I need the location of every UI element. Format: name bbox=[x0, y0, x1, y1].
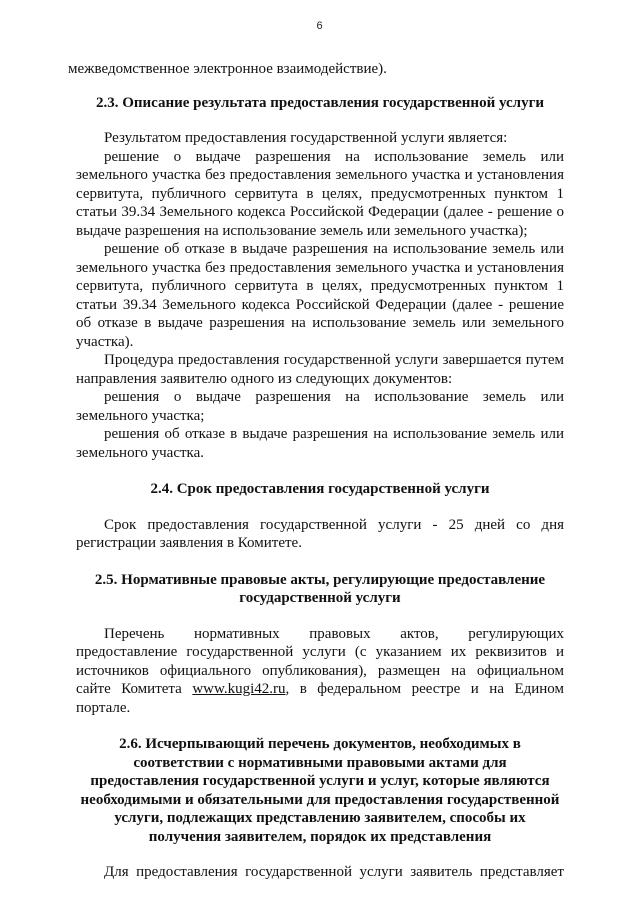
section-2-6-heading-line: предоставления государственной услуги и услуг, которые являются bbox=[90, 773, 550, 789]
kugi-site-link[interactable]: www.kugi42.ru bbox=[192, 681, 286, 697]
section-2-6-heading bbox=[76, 735, 564, 846]
section-2-4-heading: 2.4. Срок предоставления государственной услуги bbox=[150, 481, 490, 497]
section-2-4-paragraph: Срок предоставления государственной услуги - 25 дней со дня регистрации заявления в Комитете. bbox=[76, 516, 564, 551]
section-2-3-paragraph: Процедура предоставления государственной услуги завершается путем направления заявителю одного из следующих документов: bbox=[76, 352, 564, 387]
section-2-6-heading-line: соответствии с нормативными правовыми актами для bbox=[133, 754, 507, 771]
section-2-3-paragraph: Результатом предоставления государственной услуги является: bbox=[104, 130, 508, 146]
section-2-3-heading: 2.3. Описание результата предоставления государственной услуги bbox=[95, 94, 545, 111]
section-2-3-paragraph: решение об отказе в выдаче разрешения на использование земель или земельного участка без предоставления земельного участка и установления сервитута, публичного сервитута в целях, предусмотренных пунктом 1 статьи 39.34 Земельного кодекса Российской Федерации (далее - решение об отказе в выдаче разрешения на использование земель или земельного участка). bbox=[76, 241, 564, 350]
document-body bbox=[68, 60, 565, 882]
section-2-5-heading-line: 2.5. Нормативные правовые акты, регулирующие предоставление bbox=[94, 571, 546, 588]
section-2-6-heading-line: услуги, подлежащих представлению заявителем, способы их bbox=[114, 810, 526, 826]
section-2-3-paragraph: решения о выдаче разрешения на использование земель или земельного участка; bbox=[76, 389, 564, 424]
section-2-5-paragraph bbox=[76, 625, 564, 718]
section-2-5-heading-line: государственной услуги bbox=[239, 590, 401, 606]
section-2-5-text: Перечень нормативных правовых актов, регулирующих предоставление государственной услуги (с указанием их реквизитов и источников официального опубликования), размещен на официальном сайте Комитета bbox=[76, 625, 564, 697]
section-2-3-paragraph: решения об отказе в выдаче разрешения на использование земель или земельного участка. bbox=[76, 426, 564, 461]
lead-text: межведомственное электронное взаимодействие). bbox=[68, 61, 387, 77]
section-2-6-heading-line: 2.6. Исчерпывающий перечень документов, необходимых в bbox=[119, 736, 521, 752]
section-2-6-heading-line: получения заявителем, порядок их представления bbox=[148, 828, 492, 845]
section-2-3-paragraph: решение о выдаче разрешения на использование земель или земельного участка без предоставления земельного участка и установления сервитута, публичного сервитута в целях, предусмотренных пунктом 1 статьи 39.34 Земельного кодекса Российской Федерации (далее - решение о выдаче разрешения на использование земель или земельного участка); bbox=[76, 148, 564, 239]
section-2-5-heading bbox=[76, 571, 564, 608]
section-2-6-paragraph: Для предоставления государственной услуги заявитель представляет bbox=[104, 864, 564, 880]
page-number: 6 bbox=[316, 20, 323, 32]
section-2-6-heading-line: необходимыми и обязательными для предоставления государственной bbox=[80, 791, 560, 808]
section-2-5-text-end: , в федеральном реестре и на Едином портале. bbox=[76, 681, 565, 716]
